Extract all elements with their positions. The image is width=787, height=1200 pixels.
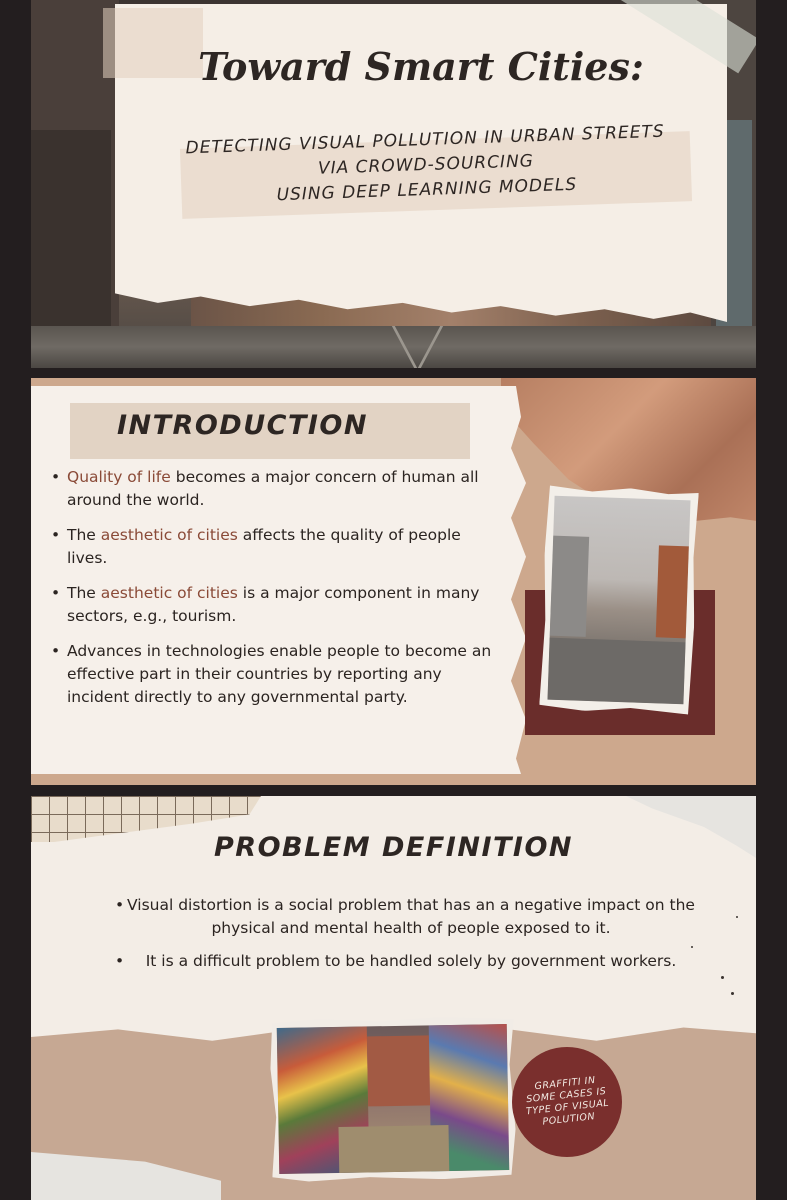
ink-speck <box>731 992 734 995</box>
introduction-section <box>31 378 756 785</box>
list-item <box>67 524 497 570</box>
highlight-text: aesthetic of cities <box>100 526 238 544</box>
problem-definition-heading: PROBLEM DEFINITION <box>213 832 574 863</box>
page-title: Toward Smart Cities: <box>198 44 644 89</box>
subtitle-line: DETECTING VISUAL POLLUTION IN URBAN STREETS <box>185 121 665 159</box>
left-building-facade <box>31 130 111 330</box>
list-item <box>67 466 497 512</box>
highlight-text: Quality of life <box>67 468 171 486</box>
street-photo-image <box>547 496 690 705</box>
list-item <box>67 640 497 709</box>
introduction-heading: INTRODUCTION <box>117 410 368 441</box>
bullet-text: becomes a major concern of human all around the world. <box>67 468 479 509</box>
problem-definition-section <box>31 796 756 1200</box>
graffiti-photo <box>270 1016 517 1182</box>
highlight-text: aesthetic of cities <box>100 584 238 602</box>
bullet-text: affects the quality of people lives. <box>67 526 461 567</box>
ink-speck <box>721 976 724 979</box>
problem-list <box>111 894 711 983</box>
subtitle-line: USING DEEP LEARNING MODELS <box>276 174 578 206</box>
title-section <box>31 0 756 368</box>
list-item: • Visual distortion is a social problem that has an a negative impact on the physical and mental health of people exposed to it. <box>111 894 711 940</box>
bullet-text: is a major component in many sectors, e.g., tourism. <box>67 584 480 625</box>
graffiti-photo-image <box>277 1024 510 1174</box>
caption-badge <box>512 1047 622 1157</box>
subtitle-line: VIA CROWD-SOURCING <box>317 151 535 179</box>
graffiti-caption: GRAFFITI IN SOME CASES IS TYPE OF VISUAL POLUTION <box>525 1074 610 1128</box>
introduction-list <box>67 466 497 721</box>
street-photo <box>539 485 699 714</box>
list-item: • It is a difficult problem to be handled solely by government workers. <box>111 950 711 973</box>
street <box>31 326 756 368</box>
ink-speck <box>736 916 738 918</box>
list-item <box>67 582 497 628</box>
bullet-text: Advances in technologies enable people to become an effective part in their countries by reporting any incident directly to any governmental party. <box>67 642 492 706</box>
bullet-lead: The <box>67 526 101 544</box>
bullet-lead: The <box>67 584 101 602</box>
